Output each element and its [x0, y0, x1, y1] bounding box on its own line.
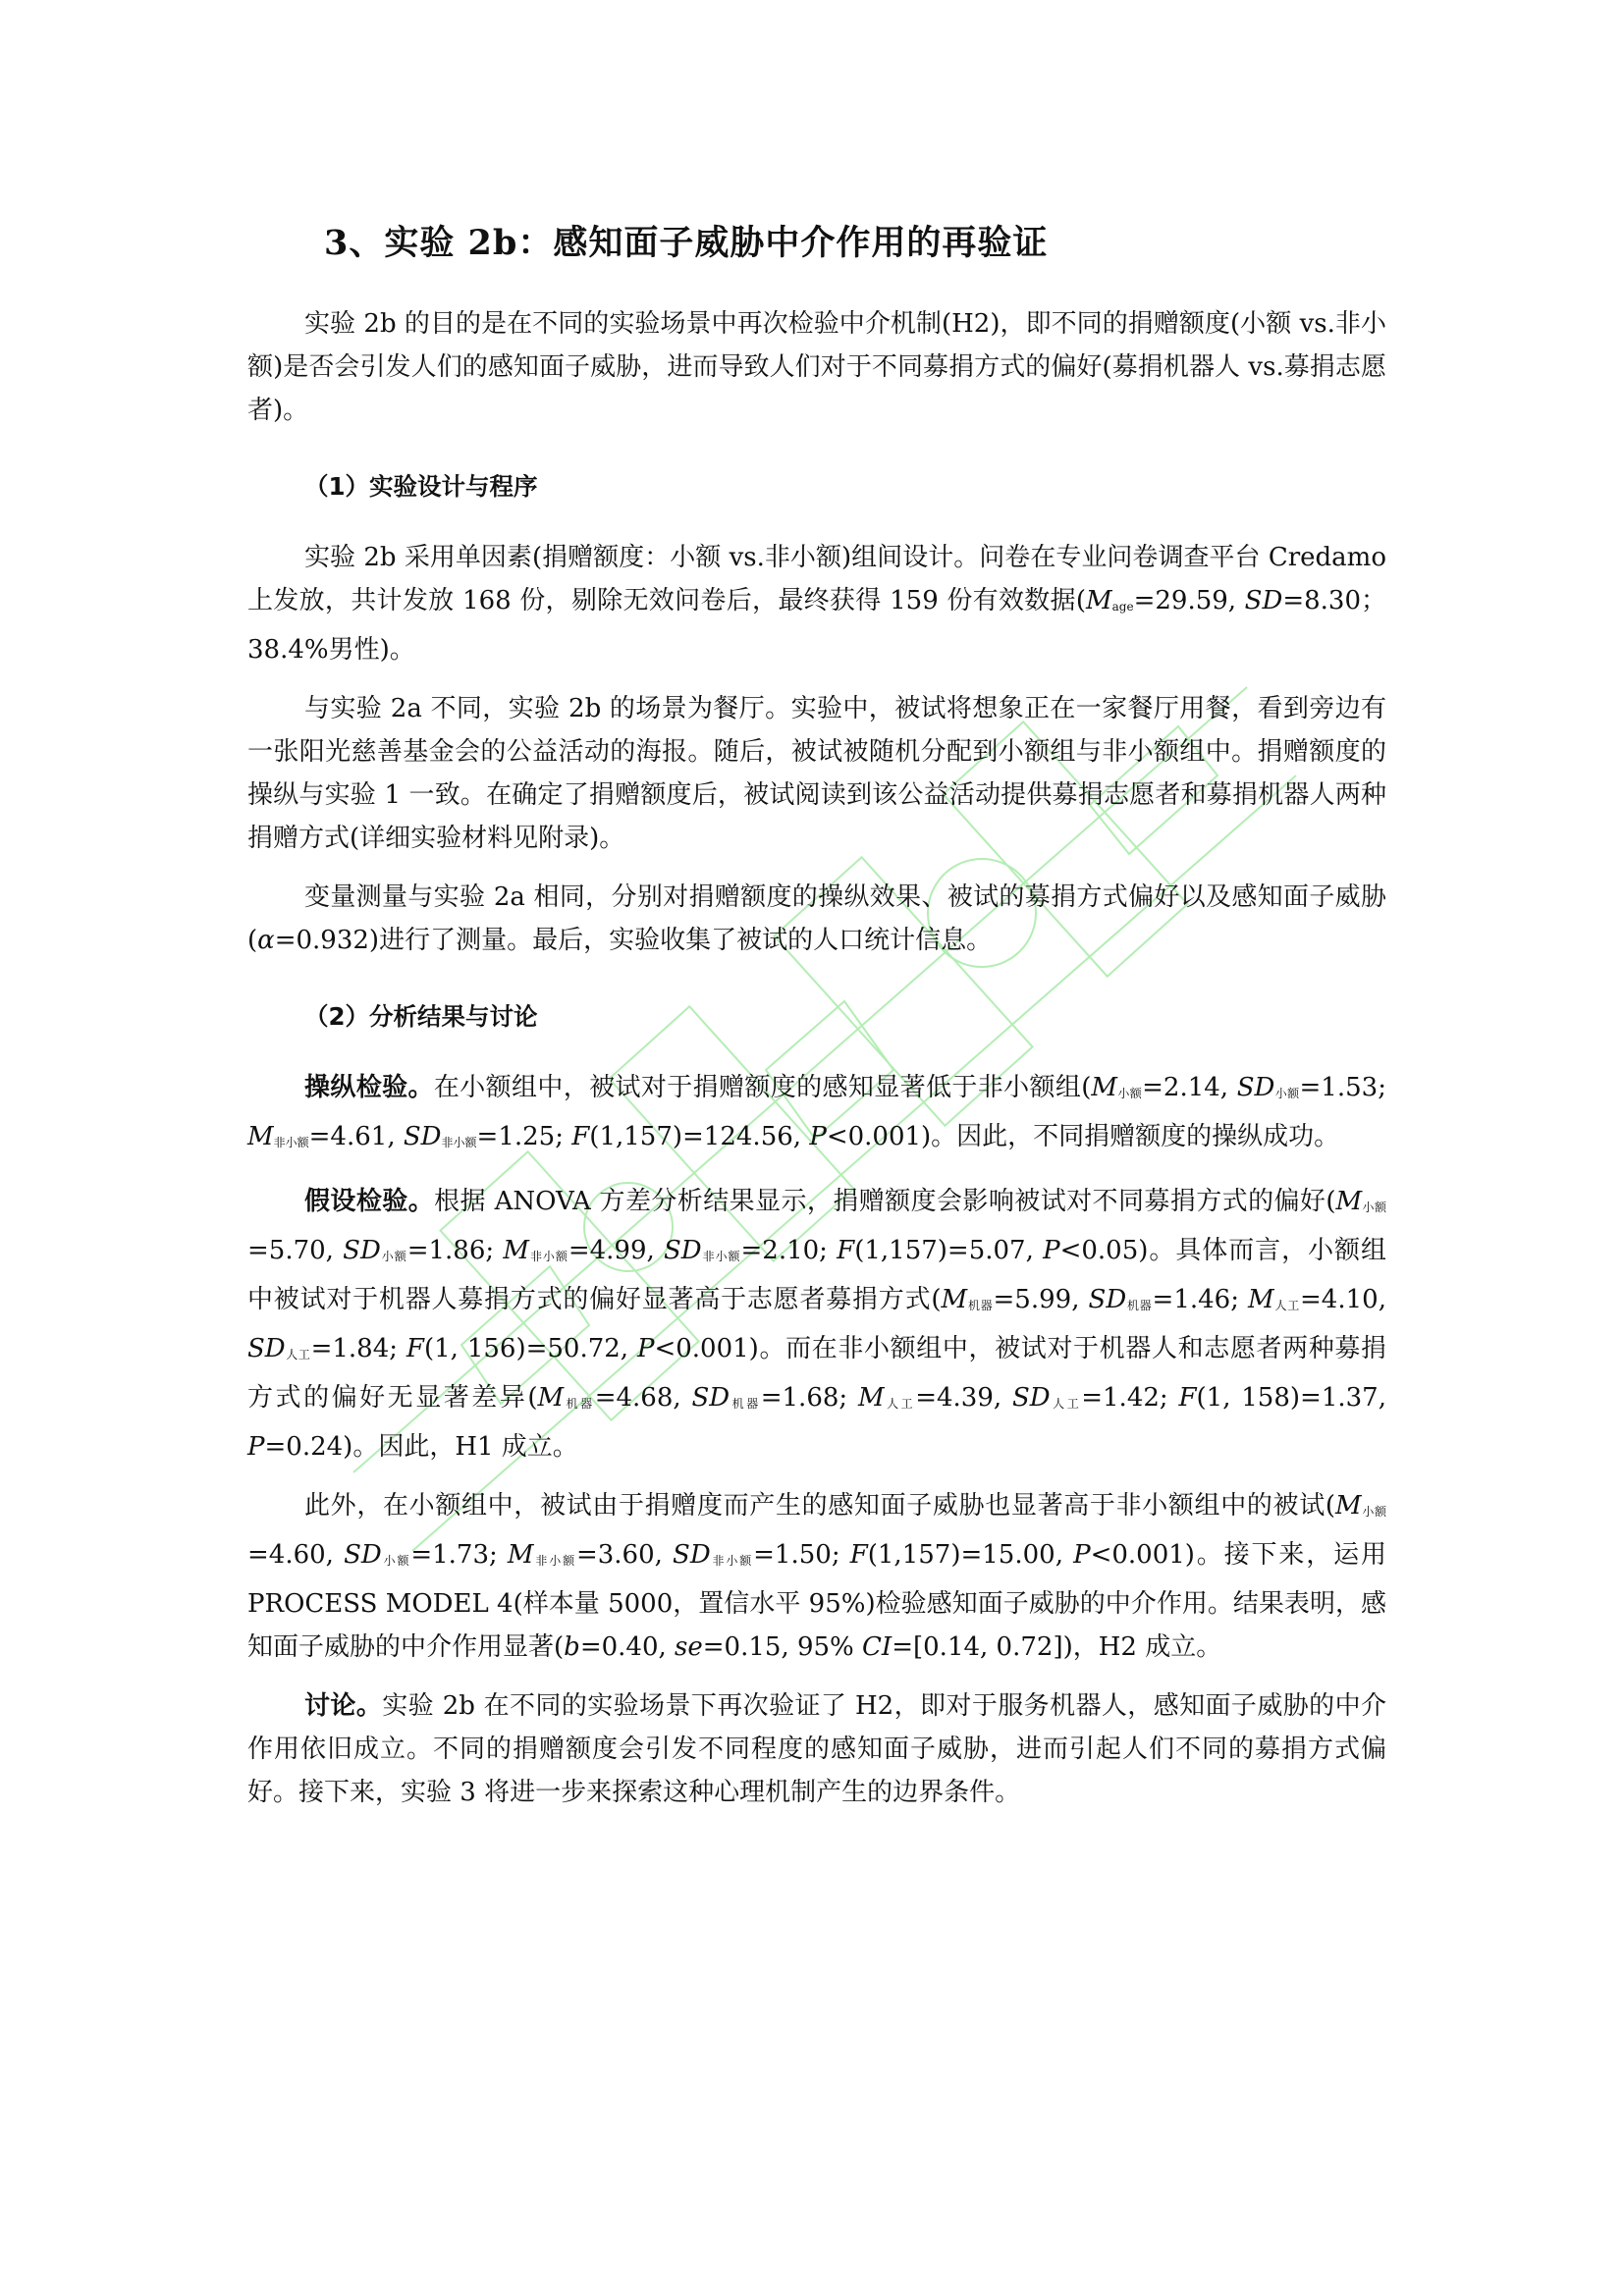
design-paragraph: 实验 2b 采用单因素(捐赠额度：小额 vs.非小额)组间设计。问卷在专业问卷调查平台 Credamo 上发放，共计发放 168 份，剔除无效问卷后，最终获得 159 份有效数据($M_{age}=29.59$, SD=8.30；38.4%男性)。 [247, 543, 1386, 665]
hypothesis-test-paragraph: 假设检验。根据 ANOVA 方差分析结果显示，捐赠额度会影响被试对不同募捐方式的偏好($M_{小额}=5.70$, $SD_{小额}=1.86$; $M_{非小额}=4.99$, $SD_{非小额}=2.10$; F(1,157)=5.07, P<0.05)。具体而言，小额组中被试对于机器人募捐方式的偏好显著高于志愿者募捐方式($M_{机器}=5.99$, $SD_{机器}=1.46$; $M_{人工}=4.10$, $SD_{人工}=1.84$; F(1, 156)=50.72, P<0.001)。而在非小额组中，被试对于机器人和志愿者两种募捐方式的偏好无显著差异($M_{机器}=4.68$, $SD_{机器}=1.68$; $M_{人工}=4.39$, $SD_{人工}=1.42$; F(1, 158)=1.37, P=0.24)。因此，H1 成立。 [247, 1187, 1386, 1462]
mediation-paragraph: 此外，在小额组中，被试由于捐赠度而产生的感知面子威胁也显著高于非小额组中的被试($M_{小额}=4.60$, $SD_{小额}=1.73$; $M_{非小额}=3.60$, $SD_{非小额}=1.50$; F(1,157)=15.00, P<0.001)。接下来，运用 PROCESS MODEL 4(样本量 5000，置信水平 95%)检验感知面子威胁的中介作用。结果表明，感知面子威胁的中介作用显著(b=0.40, se=0.15, 95% CI=[0.14, 0.72])，H2 成立。 [247, 1491, 1386, 1662]
intro-paragraph: 实验 2b 的目的是在不同的实验场景中再次检验中介机制(H2)，即不同的捐赠额度(小额 vs.非小额)是否会引发人们的感知面子威胁，进而导致人们对于不同募捐方式的偏好(募捐机器人 vs.募捐志愿者)。 [247, 309, 1386, 425]
section-heading-design: （1）实验设计与程序 [304, 472, 538, 501]
section-heading-results: （2）分析结果与讨论 [304, 1002, 538, 1031]
discussion-paragraph: 讨论。实验 2b 在不同的实验场景下再次验证了 H2，即对于服务机器人，感知面子威胁的中介作用依旧成立。不同的捐赠额度会引发不同程度的感知面子威胁，进而引起人们不同的募捐方式偏好。接下来，实验 3 将进一步来探索这种心理机制产生的边界条件。 [247, 1691, 1386, 1807]
page-title: 3、实验 2b：感知面子威胁中介作用的再验证 [324, 223, 1049, 263]
manipulation-check-paragraph: 操纵检验。在小额组中，被试对于捐赠额度的感知显著低于非小额组($M_{小额}=2.14$, $SD_{小额}=1.53$; $M_{非小额}=4.61$, $SD_{非小额}=1.25$; F(1,157)=124.56, P<0.001)。因此，不同捐赠额度的操纵成功。 [247, 1073, 1386, 1151]
scenario-paragraph: 与实验 2a 不同，实验 2b 的场景为餐厅。实验中，被试将想象正在一家餐厅用餐，看到旁边有一张阳光慈善基金会的公益活动的海报。随后，被试被随机分配到小额组与非小额组中。捐赠额度的操纵与实验 1 一致。在确定了捐赠额度后，被试阅读到该公益活动提供募捐志愿者和募捐机器人两种捐赠方式(详细实验材料见附录)。 [247, 694, 1386, 853]
measures-paragraph: 变量测量与实验 2a 相同，分别对捐赠额度的操纵效果、被试的募捐方式偏好以及感知面子威胁(α=0.932)进行了测量。最后，实验收集了被试的人口统计信息。 [247, 882, 1386, 955]
